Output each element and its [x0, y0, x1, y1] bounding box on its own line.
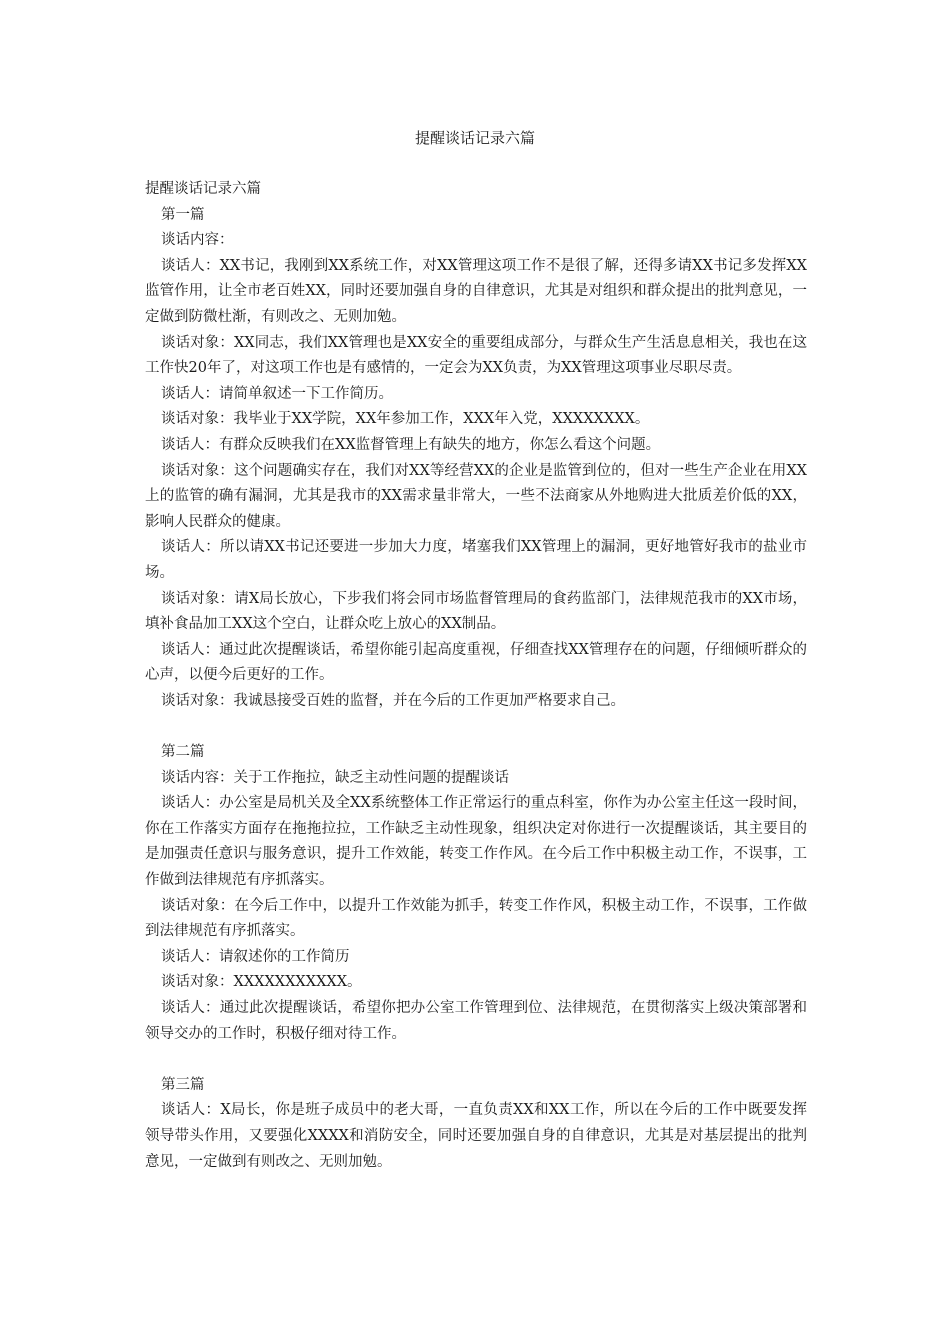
part2-paragraph: 谈话对象：XXXXXXXXXXX。: [161, 974, 362, 991]
part1-paragraph: 谈话对象：XX同志，我们XX管理也是XX安全的重要组成部分，与群众生产生活息息相关，我也在这工作快20年了，对这项工作也是有感情的，一定会为XX负责，为XX管理这项事业尽职尽责。: [145, 334, 807, 377]
part1-paragraph: 谈话人：XX书记，我刚到XX系统工作，对XX管理这项工作不是很了解，还得多请XX书记多发挥XX监管作用，让全市老百姓XX，同时还要加强自身的自律意识，尤其是对组织和群众提出的批判意见，一定做到防微杜渐，有则改之、无则加勉。: [145, 257, 807, 325]
part1-paragraph: 谈话人：所以请XX书记还要进一步加大力度，堵塞我们XX管理上的漏洞，更好地管好我市的盐业市场。: [145, 539, 807, 581]
part2-paragraph: 谈话人：办公室是局机关及全XX系统整体工作正常运行的重点科室，你作为办公室主任这一段时间，你在工作落实方面存在拖拖拉拉，工作缺乏主动性现象，组织决定对你进行一次提醒谈话，其主要目的是加强责任意识与服务意识，提升工作效能，转变工作作风。在今后工作中积极主动工作，不误事，工作做到法律规范有序抓落实。: [145, 795, 807, 889]
body-heading: 提醒谈话记录六篇: [145, 181, 261, 197]
part1-paragraph: 谈话人：通过此次提醒谈话，希望你能引起高度重视，仔细查找XX管理存在的问题，仔细倾听群众的心声，以便今后更好的工作。: [145, 641, 807, 684]
part2-paragraph: 谈话人：通过此次提醒谈话，希望你把办公室工作管理到位、法律规范，在贯彻落实上级决策部署和领导交办的工作时，积极仔细对待工作。: [145, 1000, 807, 1042]
part1-paragraph: 谈话对象：我毕业于XX学院，XX年参加工作，XXX年入党，XXXXXXXX。: [161, 411, 650, 428]
part2-label: 第二篇: [161, 744, 205, 761]
part1-paragraph: 谈话对象：这个问题确实存在，我们对XX等经营XX的企业是监管到位的，但对一些生产企业在用XX上的监管的确有漏洞，尤其是我市的XX需求量非常大，一些不法商家从外地购进大批质差价低的XX，影响人民群众的健康。: [145, 462, 807, 530]
part1-paragraph: 谈话人：请简单叙述一下工作简历。: [161, 385, 393, 402]
part1-paragraph: 谈话对象：请X局长放心，下步我们将会同市场监督管理局的食药监部门，法律规范我市的XX市场，填补食品加工XX这个空白，让群众吃上放心的XX制品。: [145, 590, 807, 633]
document-body: [145, 177, 807, 1175]
part1-paragraph: 谈话对象：我诚恳接受百姓的监督，并在今后的工作更加严格要求自己。: [161, 692, 625, 709]
document-title: 提醒谈话记录六篇: [414, 129, 535, 147]
part2-paragraph: 谈话对象：在今后工作中，以提升工作效能为抓手，转变工作作风，积极主动工作，不误事，工作做到法律规范有序抓落实。: [145, 897, 807, 940]
part3-paragraph: 谈话人：X局长，你是班子成员中的老大哥，一直负责XX和XX工作，所以在今后的工作中既要发挥领导带头作用，又要强化XXXX和消防安全，同时还要加强自身的自律意识，尤其是对基层提出的批判意见，一定做到有则改之、无则加勉。: [145, 1102, 807, 1170]
part2-paragraph: 谈话内容：关于工作拖拉，缺乏主动性问题的提醒谈话: [161, 769, 509, 786]
part1-content-label: 谈话内容：: [161, 232, 234, 249]
part2-paragraph: 谈话人：请叙述你的工作简历: [161, 948, 350, 965]
part1-paragraph: 谈话人：有群众反映我们在XX监督管理上有缺失的地方，你怎么看这个问题。: [161, 436, 661, 453]
part3-label: 第三篇: [161, 1076, 205, 1093]
part1-label: 第一篇: [161, 206, 205, 223]
